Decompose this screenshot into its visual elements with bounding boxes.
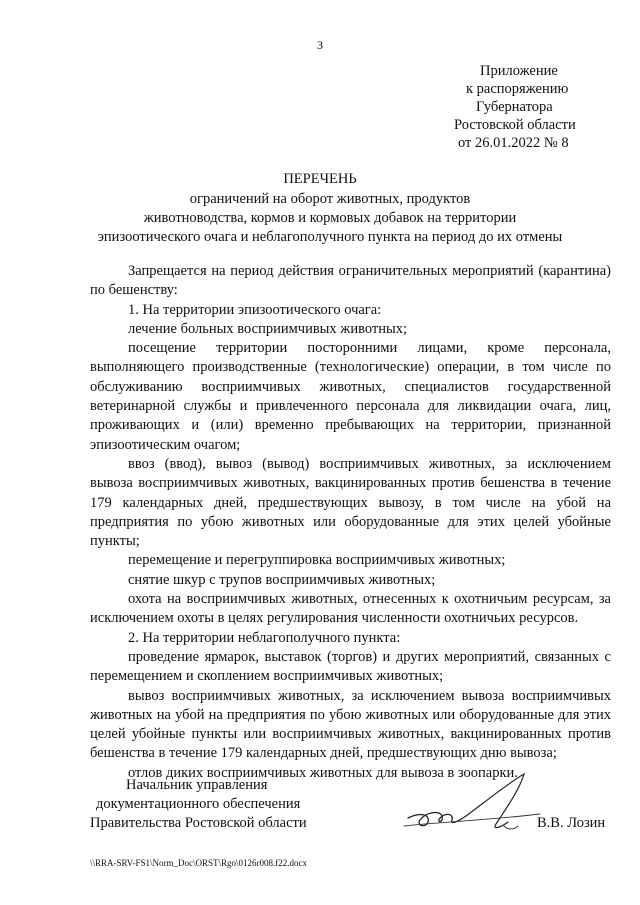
appendix-line: Ростовской области bbox=[454, 117, 576, 133]
signatory-title-line: Начальник управления bbox=[126, 777, 268, 793]
signatory-name: В.В. Лозин bbox=[537, 815, 606, 831]
section-heading: 2. На территории неблагополучного пункта: bbox=[128, 629, 401, 646]
file-path-footer: \\RRA-SRV-FS1\Norm_Doc\ORST\Rgo\0126r008.f22.docx bbox=[90, 858, 307, 868]
subtitle-line: ограничений на оборот животных, продуктов bbox=[189, 191, 471, 207]
paragraph: лечение больных восприимчивых животных; bbox=[128, 320, 407, 337]
paragraph: отлов диких восприимчивых животных для вывоза в зоопарки. bbox=[128, 764, 518, 781]
paragraph: вывоз восприимчивых животных, за исключением вывоза восприимчивых животных на убой на предприятия по убою животных или оборудованные для этих целей убойные пункты или восприимчивых животных, вакцинированных против бешенства в течение 179 календарных дней, предшествующих дню вывоза; bbox=[90, 687, 611, 762]
subtitle-line: животноводства, кормов и кормовых добавок на территории bbox=[143, 210, 517, 226]
appendix-line: Приложение bbox=[480, 63, 558, 79]
signatory-title-line: документационного обеспечения bbox=[96, 796, 301, 812]
document-subtitle bbox=[60, 190, 600, 247]
page-number: 3 bbox=[317, 38, 323, 52]
paragraph: снятие шкур с трупов восприимчивых животных; bbox=[128, 571, 436, 588]
paragraph: посещение территории посторонними лицами, кроме персонала, выполняющего производственные (технологические) операции, в том числе по обслуживанию восприимчивых животных, специалистов государственной ветеринарной службы и привлеченного персонала для ликвидации очага, лиц, проживающих и (или) временно пребывающих на территории, признанной эпизоотическим очагом; bbox=[90, 340, 611, 453]
paragraph: перемещение и перегруппировка восприимчивых животных; bbox=[128, 552, 506, 569]
paragraph: Запрещается на период действия ограничительных мероприятий (карантина) по бешенству: bbox=[90, 263, 611, 299]
document-title: ПЕРЕЧЕНЬ bbox=[283, 171, 357, 187]
appendix-line: Губернатора bbox=[476, 99, 553, 115]
subtitle-line: эпизоотического очага и неблагополучного пункта на период до их отмены bbox=[97, 229, 563, 245]
appendix-block bbox=[420, 62, 640, 152]
appendix-line: к распоряжению bbox=[466, 81, 569, 97]
paragraph: проведение ярмарок, выставок (торгов) и других мероприятий, связанных с перемещением и скоплением восприимчивых животных; bbox=[90, 648, 611, 685]
paragraph: ввоз (ввод), вывоз (вывод) восприимчивых животных, за исключением вывоза восприимчивых животных, вакцинированных против бешенства в течение 179 календарных дней, предшествующих вывозу, в том числе на убой на предприятия по убою животных или оборудованные для этих целей убойные пункты; bbox=[90, 455, 611, 550]
appendix-line: от 26.01.2022 № 8 bbox=[458, 135, 569, 151]
section-heading: 1. На территории эпизоотического очага: bbox=[128, 301, 382, 318]
signatory-title-line: Правительства Ростовской области bbox=[90, 815, 307, 831]
paragraph: охота на восприимчивых животных, отнесенных к охотничьим ресурсам, за исключением охоты в целях регулирования численности охотничьих ресурсов. bbox=[90, 591, 611, 627]
document-body bbox=[90, 262, 611, 783]
signature-block bbox=[90, 776, 620, 833]
